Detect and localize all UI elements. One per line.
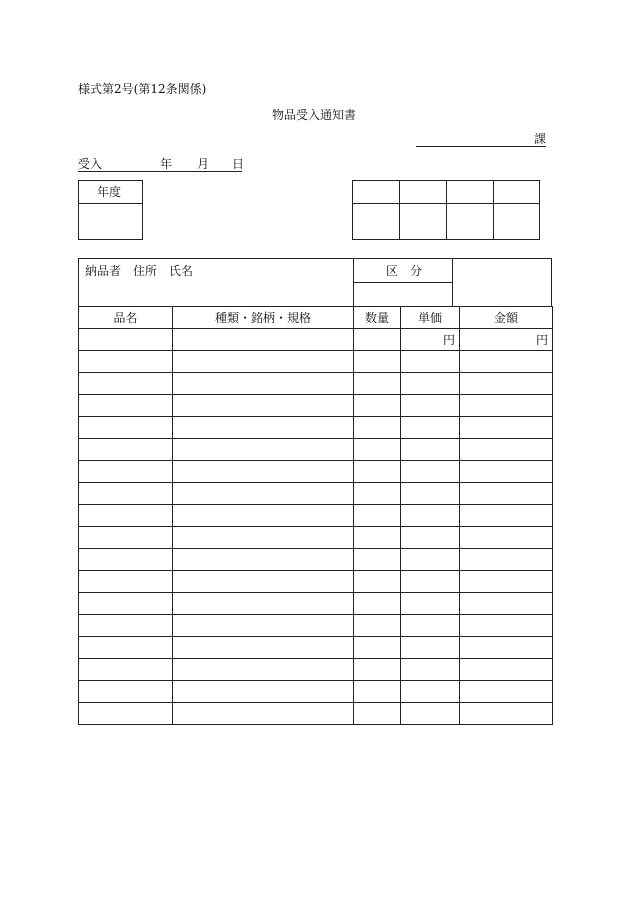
table-cell[interactable] — [173, 571, 354, 593]
header-quantity: 数量 — [354, 307, 401, 329]
table-cell[interactable] — [460, 549, 553, 571]
table-cell[interactable] — [79, 483, 173, 505]
table-cell[interactable] — [460, 681, 553, 703]
table-cell[interactable] — [460, 593, 553, 615]
table-cell[interactable] — [79, 593, 173, 615]
table-cell[interactable] — [401, 351, 460, 373]
table-header-row — [79, 307, 553, 329]
table-cell[interactable] — [79, 373, 173, 395]
table-cell[interactable] — [460, 373, 553, 395]
stamp-grid — [352, 180, 540, 240]
header-item-name: 品名 — [79, 307, 173, 329]
table-cell[interactable] — [460, 351, 553, 373]
table-cell[interactable] — [79, 549, 173, 571]
table-cell[interactable] — [79, 659, 173, 681]
table-cell[interactable] — [460, 637, 553, 659]
table-row — [79, 527, 553, 549]
table-cell[interactable] — [79, 417, 173, 439]
table-cell[interactable] — [354, 395, 401, 417]
table-cell[interactable] — [460, 439, 553, 461]
table-row — [79, 571, 553, 593]
supplier-label: 納品者 住所 氏名 — [85, 264, 194, 278]
table-cell[interactable] — [460, 417, 553, 439]
table-cell[interactable] — [354, 505, 401, 527]
form-number: 様式第2号(第12条関係) — [78, 82, 207, 96]
document-title: 物品受入通知書 — [272, 108, 357, 122]
category-label: 区 分 — [386, 264, 423, 278]
table-cell[interactable] — [401, 483, 460, 505]
table-cell[interactable] — [79, 395, 173, 417]
table-cell[interactable] — [173, 637, 354, 659]
table-cell[interactable] — [460, 659, 553, 681]
year-label: 年 — [160, 157, 173, 171]
table-row — [79, 549, 553, 571]
table-row — [79, 439, 553, 461]
table-row — [79, 637, 553, 659]
section-suffix: 課 — [534, 132, 547, 146]
table-cell[interactable] — [173, 549, 354, 571]
table-cell[interactable] — [460, 615, 553, 637]
table-cell[interactable] — [354, 571, 401, 593]
fiscal-year-label: 年度 — [97, 185, 122, 199]
table-cell[interactable] — [173, 461, 354, 483]
section-underline — [416, 146, 546, 147]
table-cell[interactable] — [354, 615, 401, 637]
table-cell[interactable] — [79, 527, 173, 549]
table-row — [79, 461, 553, 483]
table-cell[interactable] — [401, 505, 460, 527]
table-cell[interactable] — [354, 681, 401, 703]
table-cell[interactable] — [401, 439, 460, 461]
table-row — [79, 329, 553, 351]
table-cell[interactable] — [354, 439, 401, 461]
table-cell[interactable]: 円 — [401, 329, 460, 351]
header-unit-price: 単価 — [401, 307, 460, 329]
table-cell[interactable] — [173, 439, 354, 461]
day-label: 日 — [232, 157, 245, 171]
table-cell[interactable] — [401, 549, 460, 571]
month-label: 月 — [197, 157, 210, 171]
header-type-brand-spec: 種類・銘柄・規格 — [173, 307, 354, 329]
table-cell[interactable] — [460, 571, 553, 593]
table-cell[interactable] — [173, 329, 354, 351]
table-row — [79, 483, 553, 505]
table-cell[interactable] — [173, 395, 354, 417]
table-row — [79, 681, 553, 703]
table-cell[interactable] — [173, 593, 354, 615]
table-cell[interactable] — [79, 681, 173, 703]
table-cell[interactable] — [173, 483, 354, 505]
table-cell[interactable] — [354, 351, 401, 373]
items-table — [78, 306, 553, 725]
table-cell[interactable] — [460, 703, 553, 725]
table-cell[interactable] — [79, 461, 173, 483]
supplier-block — [78, 258, 552, 307]
received-label: 受入 — [78, 157, 103, 171]
table-row — [79, 703, 553, 725]
table-cell[interactable] — [354, 593, 401, 615]
table-row — [79, 505, 553, 527]
table-cell[interactable] — [401, 527, 460, 549]
table-cell[interactable] — [354, 659, 401, 681]
table-cell[interactable] — [401, 395, 460, 417]
table-cell[interactable] — [354, 549, 401, 571]
table-cell[interactable] — [354, 329, 401, 351]
table-cell[interactable] — [401, 703, 460, 725]
table-cell[interactable] — [401, 681, 460, 703]
table-cell[interactable] — [460, 505, 553, 527]
table-cell[interactable] — [79, 351, 173, 373]
table-cell[interactable] — [173, 417, 354, 439]
table-cell[interactable] — [173, 703, 354, 725]
table-cell[interactable] — [173, 527, 354, 549]
table-cell[interactable] — [460, 461, 553, 483]
table-cell[interactable] — [354, 373, 401, 395]
table-row — [79, 373, 553, 395]
table-cell[interactable] — [401, 417, 460, 439]
table-row — [79, 351, 553, 373]
table-cell[interactable] — [401, 659, 460, 681]
table-cell[interactable] — [354, 461, 401, 483]
table-cell[interactable] — [354, 417, 401, 439]
table-cell[interactable] — [173, 659, 354, 681]
table-row — [79, 659, 553, 681]
received-underline — [78, 171, 242, 172]
table-cell[interactable]: 円 — [460, 329, 553, 351]
fiscal-year-box — [78, 180, 143, 240]
table-cell[interactable] — [460, 483, 553, 505]
table-row — [79, 417, 553, 439]
table-cell[interactable] — [79, 439, 173, 461]
table-cell[interactable] — [79, 329, 173, 351]
table-cell[interactable] — [401, 461, 460, 483]
table-row — [79, 593, 553, 615]
table-row — [79, 615, 553, 637]
table-cell[interactable] — [173, 373, 354, 395]
table-cell[interactable] — [173, 615, 354, 637]
table-cell[interactable] — [79, 615, 173, 637]
table-cell[interactable] — [354, 703, 401, 725]
table-cell[interactable] — [460, 527, 553, 549]
table-cell[interactable] — [173, 351, 354, 373]
table-cell[interactable] — [79, 571, 173, 593]
table-cell[interactable] — [79, 505, 173, 527]
table-cell[interactable] — [173, 681, 354, 703]
table-cell[interactable] — [354, 637, 401, 659]
table-cell[interactable] — [173, 505, 354, 527]
table-cell[interactable] — [401, 571, 460, 593]
table-cell[interactable] — [401, 373, 460, 395]
table-cell[interactable] — [79, 637, 173, 659]
table-cell[interactable] — [354, 483, 401, 505]
header-amount: 金額 — [460, 307, 553, 329]
table-row — [79, 395, 553, 417]
table-cell[interactable] — [460, 395, 553, 417]
table-cell[interactable] — [401, 615, 460, 637]
table-cell[interactable] — [354, 527, 401, 549]
table-cell[interactable] — [401, 637, 460, 659]
table-cell[interactable] — [401, 593, 460, 615]
table-cell[interactable] — [79, 703, 173, 725]
